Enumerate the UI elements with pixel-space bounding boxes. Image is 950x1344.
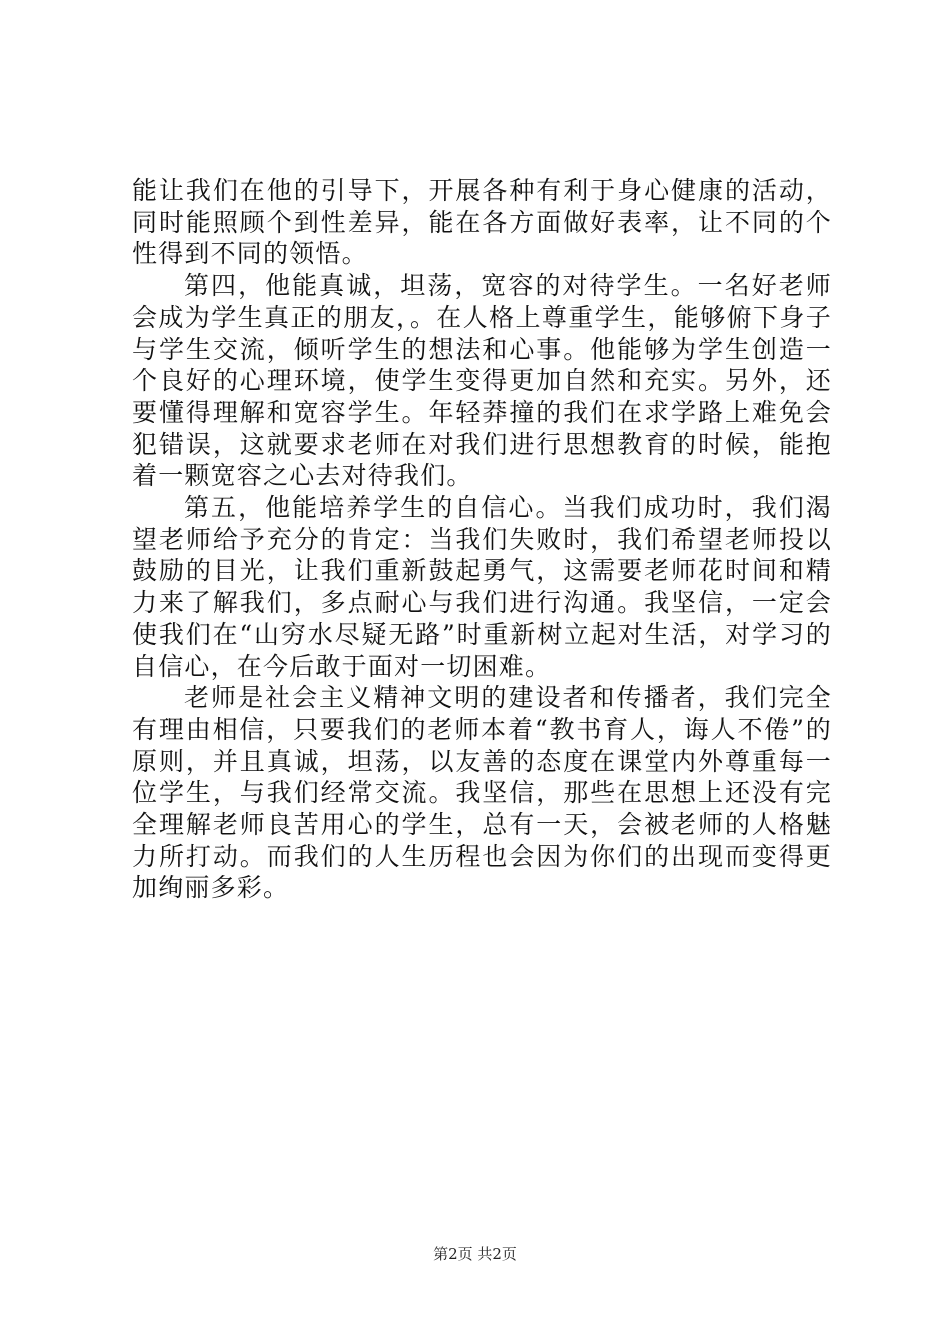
document-body bbox=[132, 175, 832, 904]
page-footer: 第2页 共2页 bbox=[433, 1245, 517, 1263]
paragraph-4: 老师是社会主义精神文明的建设者和传播者，我们完全有理由相信，只要我们的老师本着“教书育人，诲人不倦”的原则，并且真诚，坦荡，以友善的态度在课堂内外尊重每一位学生，与我们经常交流。我坚信，那些在思想上还没有完全理解老师良苦用心的学生，总有一天，会被老师的人格魅力所打动。而我们的人生历程也会因为你们的出现而变得更加绚丽多彩。 bbox=[132, 683, 832, 903]
paragraph-3: 第五，他能培养学生的自信心。当我们成功时，我们渴望老师给予充分的肯定：当我们失败时，我们希望老师投以鼓励的目光，让我们重新鼓起勇气，这需要老师花时间和精力来了解我们，多点耐心与我们进行沟通。我坚信，一定会使我们在“山穷水尽疑无路”时重新树立起对生活，对学习的自信心，在今后敢于面对一切困难。 bbox=[132, 493, 832, 681]
paragraph-2: 第四，他能真诚，坦荡，宽容的对待学生。一名好老师会成为学生真正的朋友，。在人格上尊重学生，能够俯下身子与学生交流，倾听学生的想法和心事。他能够为学生创造一个良好的心理环境，使学生变得更加自然和充实。另外，还要懂得理解和宽容学生。年轻莽撞的我们在求学路上难免会犯错误，这就要求老师在对我们进行思想教育的时候，能抱着一颗宽容之心去对待我们。 bbox=[132, 271, 832, 491]
paragraph-1: 能让我们在他的引导下，开展各种有利于身心健康的活动，同时能照顾个到性差异，能在各方面做好表率，让不同的个性得到不同的领悟。 bbox=[132, 176, 832, 269]
